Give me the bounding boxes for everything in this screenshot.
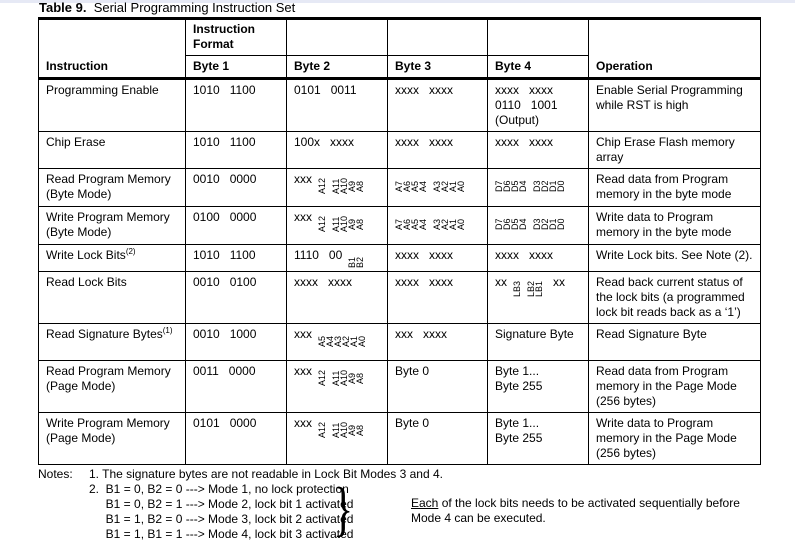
byte1-cell — [186, 132, 287, 169]
bit-label: B2 — [355, 256, 366, 268]
bit-group — [533, 210, 565, 230]
bit-slot — [356, 172, 364, 192]
bit-label: A4 — [418, 218, 428, 230]
bit-label: A12 — [317, 215, 327, 232]
bit-group — [433, 172, 465, 192]
bit-label: A10 — [339, 369, 349, 386]
bit-label: D0 — [556, 180, 566, 192]
bit-label: LB2 — [526, 280, 536, 297]
header-operation: Operation — [589, 19, 761, 79]
bit-field — [294, 416, 380, 438]
byte1-value: 0100 0000 — [193, 210, 257, 224]
byte3-cell — [388, 245, 488, 272]
instruction-table — [38, 17, 761, 465]
bit-slot — [356, 364, 364, 384]
bit-slot — [557, 172, 565, 192]
instruction-cell — [39, 245, 186, 272]
bit-slot — [318, 364, 326, 386]
byte3-cell — [388, 324, 488, 361]
instruction-text: Read Lock Bits — [46, 275, 127, 289]
byte1-cell — [186, 413, 287, 465]
cell-line: Signature Byte — [495, 327, 574, 341]
instruction-text: (Byte Mode) — [46, 187, 112, 201]
byte4-cell — [488, 245, 589, 272]
bit-group — [332, 416, 364, 438]
operation-line: lock bit reads back as a ‘1’) — [596, 305, 741, 319]
cell-text: xxxx xxxx — [395, 83, 454, 97]
bit-label: A10 — [339, 177, 349, 194]
bit-label: A5 — [317, 335, 327, 347]
byte2-cell — [287, 413, 388, 465]
table-caption: Serial Programming Instruction Set — [93, 0, 296, 15]
bit-label: A6 — [402, 180, 412, 192]
table-row — [39, 207, 761, 245]
bit-group — [332, 210, 364, 232]
header-byte3: Byte 3 — [388, 56, 488, 79]
bit-field — [294, 172, 380, 194]
operation-cell — [589, 324, 761, 361]
byte1-value: 1010 1100 — [193, 83, 256, 97]
header-empty-2 — [287, 19, 388, 56]
operation-line: Write Lock bits. See Note (2). — [596, 248, 753, 262]
instruction-line — [46, 416, 178, 431]
bit-prefix: 1110 00 — [294, 248, 343, 262]
bit-slot — [356, 416, 364, 436]
byte1-cell — [186, 79, 287, 132]
cell-line: xxxx xxxx — [495, 83, 554, 97]
byte4-cell — [488, 132, 589, 169]
header-byte2: Byte 2 — [287, 56, 388, 79]
instruction-cell — [39, 272, 186, 324]
instruction-text: (Page Mode) — [46, 431, 116, 445]
cell-line: Byte 1... — [495, 364, 540, 378]
cell-text: Byte 0 — [395, 364, 430, 378]
bit-group — [318, 416, 326, 438]
footnote-ref: (1) — [162, 326, 173, 335]
instruction-cell — [39, 79, 186, 132]
instruction-line — [46, 135, 178, 150]
table-row — [39, 413, 761, 465]
instruction-text: Read Signature Bytes — [46, 327, 163, 341]
bit-label: A9 — [347, 372, 357, 384]
instruction-text: Chip Erase — [46, 135, 106, 149]
operation-line: memory in the byte mode — [596, 225, 732, 239]
bit-slot — [457, 210, 465, 230]
note-2-line: 2. B1 = 0, B2 = 0 ---> Mode 1, no lock protection — [89, 482, 349, 496]
bit-slot — [358, 327, 366, 347]
bit-group — [318, 210, 326, 232]
bit-label: D2 — [540, 180, 550, 192]
byte1-value: 0010 0100 — [193, 275, 257, 289]
byte2-cell — [287, 361, 388, 413]
bit-slot — [356, 210, 364, 230]
bit-slot — [535, 275, 543, 297]
byte3-cell — [388, 413, 488, 465]
bit-group — [395, 210, 427, 230]
bit-label: A2 — [341, 335, 351, 347]
bit-label: A10 — [339, 215, 349, 232]
operation-cell — [589, 207, 761, 245]
instruction-text: Programming Enable — [46, 83, 159, 97]
bit-slot — [513, 275, 521, 297]
bit-group — [348, 248, 364, 268]
bit-label: A11 — [331, 370, 341, 386]
operation-line: the lock bits (a programmed — [596, 290, 745, 304]
brace-note-emphasis: Each — [411, 496, 439, 510]
bit-slot — [419, 172, 427, 192]
bit-label: A8 — [355, 424, 365, 436]
byte2-cell — [287, 207, 388, 245]
bit-label: A8 — [355, 218, 365, 230]
operation-cell — [589, 169, 761, 207]
cell-line: Byte 255 — [495, 379, 543, 393]
byte3-cell — [388, 132, 488, 169]
bit-label: A7 — [394, 218, 404, 230]
operation-line: memory in the Page Mode — [596, 431, 737, 445]
bit-group — [395, 172, 427, 192]
bit-field — [495, 210, 581, 230]
instruction-text: (Page Mode) — [46, 379, 116, 393]
instruction-cell — [39, 324, 186, 361]
operation-line: memory in the Page Mode — [596, 379, 737, 393]
bit-label: D4 — [518, 180, 528, 192]
operation-line: Write data to Program — [596, 210, 714, 224]
bit-prefix: xx — [495, 275, 507, 289]
bit-group — [495, 172, 527, 192]
bit-label: A5 — [410, 218, 420, 230]
bit-label: D7 — [494, 218, 504, 230]
bit-label: A12 — [317, 421, 327, 438]
operation-line: while RST is high — [596, 98, 689, 112]
bit-field — [294, 327, 380, 347]
brace-note — [411, 496, 791, 526]
bit-label: D7 — [494, 180, 504, 192]
byte1-cell — [186, 361, 287, 413]
bit-label: D4 — [518, 218, 528, 230]
byte3-cell — [388, 207, 488, 245]
header-instruction: Instruction — [39, 19, 186, 79]
bit-label: A0 — [357, 335, 367, 347]
instruction-text: Write Program Memory — [46, 210, 170, 224]
instruction-cell — [39, 207, 186, 245]
cell-line: 0110 1001 — [495, 98, 558, 112]
byte4-cell — [488, 169, 589, 207]
header-instruction-format: Instruction Format — [186, 19, 287, 56]
instruction-line — [46, 327, 178, 342]
bit-slot — [318, 210, 326, 232]
operation-line: memory in the byte mode — [596, 187, 732, 201]
bit-label: D1 — [548, 180, 558, 192]
bit-label: A12 — [317, 369, 327, 386]
byte1-value: 0010 1000 — [193, 327, 257, 341]
footnote-ref: (2) — [125, 247, 136, 256]
cell-text: xxxx xxxx — [395, 275, 454, 289]
note-2-line: B1 = 1, B2 = 0 ---> Mode 3, lock bit 2 activated — [89, 512, 354, 526]
bit-group — [433, 210, 465, 230]
header-byte1: Byte 1 — [186, 56, 287, 79]
bit-group — [513, 275, 521, 297]
byte2-cell — [287, 324, 388, 361]
byte1-value: 0010 0000 — [193, 172, 257, 186]
bit-label: D5 — [510, 218, 520, 230]
brace-note-text: of the lock bits needs to be activated sequentially before — [438, 496, 740, 510]
bit-label: D2 — [540, 218, 550, 230]
bit-field — [294, 210, 380, 232]
instruction-line — [46, 187, 178, 202]
instruction-line — [46, 431, 178, 446]
bit-slot — [318, 172, 326, 194]
table-title — [39, 0, 295, 16]
brace-glyph: } — [333, 476, 354, 542]
instruction-cell — [39, 169, 186, 207]
operation-line: (256 bytes) — [596, 446, 657, 460]
byte1-value: 1010 1100 — [193, 135, 256, 149]
operation-line: Read Signature Byte — [596, 327, 707, 341]
cell-text: Byte 0 — [395, 416, 430, 430]
byte1-cell — [186, 245, 287, 272]
bit-label: A4 — [325, 335, 335, 347]
bit-label: A2 — [440, 218, 450, 230]
instruction-cell — [39, 361, 186, 413]
bit-field — [495, 275, 581, 297]
bit-field — [294, 364, 380, 386]
bit-label: D6 — [502, 218, 512, 230]
bit-label: A11 — [331, 216, 341, 232]
table-row — [39, 272, 761, 324]
header-byte4: Byte 4 — [488, 56, 589, 79]
bit-label: A2 — [440, 180, 450, 192]
bit-label: A3 — [432, 218, 442, 230]
bit-label: LB1 — [534, 280, 544, 297]
operation-line: (256 bytes) — [596, 394, 657, 408]
bit-label: D0 — [556, 218, 566, 230]
note-2-line: B1 = 1, B1 = 1 ---> Mode 4, lock bit 3 activated — [89, 527, 354, 541]
operation-cell — [589, 361, 761, 413]
operation-cell — [589, 79, 761, 132]
bit-label: A0 — [456, 180, 466, 192]
byte1-value: 1010 1100 — [193, 248, 256, 262]
bit-slot — [557, 210, 565, 230]
byte4-cell — [488, 272, 589, 324]
operation-line: array — [596, 150, 624, 164]
bit-slot — [356, 248, 364, 268]
notes-label: Notes: — [38, 467, 73, 481]
cell-line: (Output) — [495, 113, 540, 127]
bit-group — [527, 275, 543, 297]
bit-label: A1 — [448, 180, 458, 192]
byte2-cell — [287, 132, 388, 169]
cell-line: xxxx xxxx — [495, 135, 554, 149]
bit-label: A9 — [347, 180, 357, 192]
instruction-line — [46, 225, 178, 240]
bit-label: A9 — [347, 218, 357, 230]
cell-line: Byte 1... — [495, 416, 540, 430]
bit-label: A3 — [333, 335, 343, 347]
bit-label: A10 — [339, 421, 349, 438]
instruction-line — [46, 275, 178, 290]
bit-prefix: xxx — [294, 416, 312, 430]
bit-label: D6 — [502, 180, 512, 192]
bit-label: A9 — [347, 424, 357, 436]
bit-label: A12 — [317, 177, 327, 194]
bit-field — [495, 172, 581, 192]
table-row — [39, 79, 761, 132]
bit-label: D5 — [510, 180, 520, 192]
operation-line: Write data to Program — [596, 416, 714, 430]
bit-prefix: xxx — [294, 172, 312, 186]
bit-label: D1 — [548, 218, 558, 230]
bit-slot — [519, 210, 527, 230]
bit-label: A7 — [394, 180, 404, 192]
cell-text: xxxx xxxx — [294, 275, 353, 289]
header-row-top — [39, 19, 761, 56]
byte2-cell — [287, 245, 388, 272]
bit-label: A11 — [331, 178, 341, 194]
bit-group — [332, 364, 364, 386]
bit-label: A8 — [355, 180, 365, 192]
cell-text: xxx xxxx — [395, 327, 448, 341]
bit-prefix: xxx — [294, 210, 312, 224]
instruction-text: Write Program Memory — [46, 416, 170, 430]
bit-group — [318, 172, 326, 194]
byte1-cell — [186, 272, 287, 324]
cell-text: 0101 0011 — [294, 83, 357, 97]
instruction-line — [46, 248, 178, 263]
bit-group — [318, 364, 326, 386]
operation-line: Read data from Program — [596, 364, 729, 378]
bit-field — [395, 210, 480, 230]
bit-label: A4 — [418, 180, 428, 192]
table-number: Table 9. — [39, 0, 87, 15]
note-1: 1. The signature bytes are not readable in Lock Bit Modes 3 and 4. — [89, 467, 443, 481]
bit-label: LB3 — [512, 280, 522, 297]
bit-field — [395, 172, 480, 192]
byte3-cell — [388, 169, 488, 207]
instruction-line — [46, 172, 178, 187]
header-empty-3 — [388, 19, 488, 56]
operation-line: Read data from Program — [596, 172, 729, 186]
byte4-cell — [488, 207, 589, 245]
instruction-text: Write Lock Bits — [46, 248, 126, 262]
operation-cell — [589, 413, 761, 465]
note-2-line: B1 = 0, B2 = 1 ---> Mode 2, lock bit 1 activated — [89, 497, 354, 511]
bit-slot — [318, 416, 326, 438]
cell-text: 100x xxxx — [294, 135, 355, 149]
byte1-cell — [186, 169, 287, 207]
bit-label: A1 — [349, 335, 359, 347]
table-row — [39, 169, 761, 207]
operation-line: Chip Erase Flash memory — [596, 135, 735, 149]
bit-slot — [457, 172, 465, 192]
operation-line: Read back current status of — [596, 275, 743, 289]
bit-prefix: xxx — [294, 327, 312, 341]
byte2-cell — [287, 169, 388, 207]
bit-group — [332, 172, 364, 194]
bit-prefix: xxx — [294, 364, 312, 378]
byte1-cell — [186, 324, 287, 361]
bit-label: D3 — [532, 218, 542, 230]
instruction-line — [46, 364, 178, 379]
operation-cell — [589, 132, 761, 169]
instruction-text: Read Program Memory — [46, 364, 171, 378]
cell-line: xxxx xxxx — [495, 248, 554, 262]
cell-text: xxxx xxxx — [395, 135, 454, 149]
instruction-text: Read Program Memory — [46, 172, 171, 186]
bit-label: A0 — [456, 218, 466, 230]
byte3-cell — [388, 79, 488, 132]
bit-group — [495, 210, 527, 230]
byte4-cell — [488, 413, 589, 465]
instruction-line — [46, 210, 178, 225]
instruction-cell — [39, 132, 186, 169]
table-row — [39, 132, 761, 169]
operation-cell — [589, 272, 761, 324]
bit-suffix: xx — [553, 275, 565, 289]
byte4-cell — [488, 324, 589, 361]
bit-group — [533, 172, 565, 192]
byte4-cell — [488, 79, 589, 132]
bit-label: A11 — [331, 422, 341, 438]
instruction-line — [46, 379, 178, 394]
bit-label: D3 — [532, 180, 542, 192]
byte1-value: 0011 0000 — [193, 364, 256, 378]
table-row — [39, 245, 761, 272]
operation-line: Enable Serial Programming — [596, 83, 743, 97]
byte3-cell — [388, 361, 488, 413]
cell-text: xxxx xxxx — [395, 248, 454, 262]
byte4-cell — [488, 361, 589, 413]
cell-line: Byte 255 — [495, 431, 543, 445]
byte1-value: 0101 0000 — [193, 416, 257, 430]
bit-label: B1 — [347, 256, 358, 268]
instruction-text: (Byte Mode) — [46, 225, 112, 239]
bit-slot — [419, 210, 427, 230]
brace-note-line2: Mode 4 can be executed. — [411, 511, 546, 525]
header-empty-4 — [488, 19, 589, 56]
byte3-cell — [388, 272, 488, 324]
byte2-cell — [287, 272, 388, 324]
bit-label: A6 — [402, 218, 412, 230]
bit-label: A5 — [410, 180, 420, 192]
bit-group — [318, 327, 366, 347]
instruction-line — [46, 83, 178, 98]
byte2-cell — [287, 79, 388, 132]
bit-field — [294, 248, 380, 268]
bit-label: A8 — [355, 372, 365, 384]
table-row — [39, 361, 761, 413]
note-2 — [89, 482, 353, 542]
operation-cell — [589, 245, 761, 272]
bit-label: A1 — [448, 218, 458, 230]
byte1-cell — [186, 207, 287, 245]
table-row — [39, 324, 761, 361]
bit-slot — [519, 172, 527, 192]
bit-label: A3 — [432, 180, 442, 192]
instruction-cell — [39, 413, 186, 465]
